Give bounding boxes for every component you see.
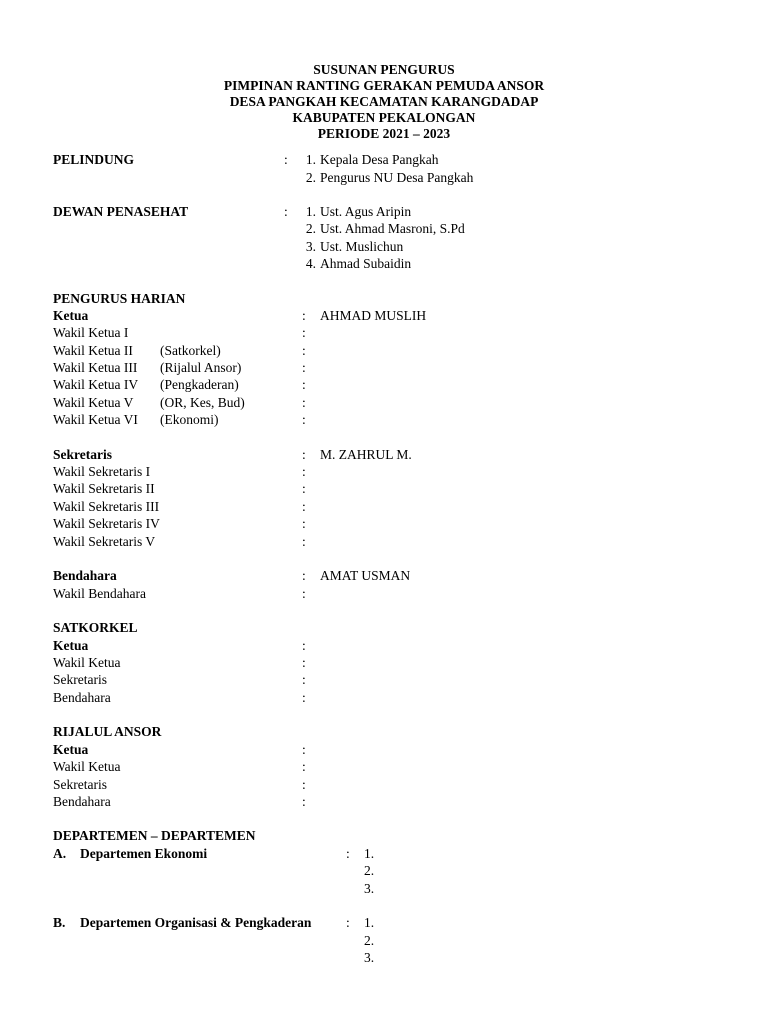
role-label: Wakil Ketua [53, 655, 121, 670]
item-number: 3. [305, 239, 316, 254]
role-label: Bendahara [53, 794, 111, 809]
colon: : [302, 343, 306, 358]
role-label: Sekretaris [53, 672, 107, 687]
colon: : [302, 690, 306, 705]
role-label: Sekretaris [53, 777, 107, 792]
item-number: 1. [305, 152, 316, 167]
section-heading: SATKORKEL [53, 620, 138, 635]
role-label: Wakil Ketua IV [53, 377, 139, 392]
colon: : [302, 360, 306, 375]
penasehat-name: Ust. Agus Aripin [320, 204, 412, 219]
role-label: Wakil Ketua II [53, 343, 133, 358]
colon: : [302, 308, 306, 323]
dept-name: Departemen Organisasi & Pengkaderan [80, 915, 312, 930]
role-label: Wakil Ketua V [53, 395, 134, 410]
colon: : [346, 846, 350, 861]
colon: : [302, 534, 306, 549]
role-label: Ketua [53, 742, 89, 757]
colon: : [284, 152, 288, 167]
role-label: Wakil Bendahara [53, 586, 146, 601]
role-note: (Rijalul Ansor) [160, 360, 242, 375]
title-line-3: DESA PANGKAH KECAMATAN KARANGDADAP [229, 94, 539, 109]
penasehat-name: Ust. Muslichun [320, 239, 404, 254]
title-line-5: PERIODE 2021 – 2023 [317, 126, 451, 141]
item-number: 3. [364, 881, 375, 896]
colon: : [302, 481, 306, 496]
colon: : [302, 464, 306, 479]
pelindung-name: Kepala Desa Pangkah [320, 152, 439, 167]
item-number: 3. [364, 950, 375, 965]
role-holder: AHMAD MUSLIH [320, 308, 427, 323]
dept-letter: B. [53, 915, 66, 930]
role-label: Wakil Sekretaris IV [53, 516, 160, 531]
pelindung-name: Pengurus NU Desa Pangkah [320, 170, 474, 185]
colon: : [302, 447, 306, 462]
role-holder: AMAT USMAN [320, 568, 411, 583]
colon: : [302, 499, 306, 514]
colon: : [302, 794, 306, 809]
role-label: Wakil Sekretaris I [53, 464, 151, 479]
section-heading: DEPARTEMEN – DEPARTEMEN [53, 828, 256, 843]
role-label: Bendahara [53, 690, 111, 705]
dept-name: Departemen Ekonomi [80, 846, 208, 861]
role-label: Wakil Ketua I [53, 325, 129, 340]
role-label: Wakil Ketua VI [53, 412, 138, 427]
role-label: Bendahara [53, 568, 117, 583]
pelindung-label: PELINDUNG [53, 152, 135, 167]
item-number: 2. [364, 863, 375, 878]
colon: : [302, 568, 306, 583]
colon: : [302, 777, 306, 792]
section-heading: RIJALUL ANSOR [53, 724, 162, 739]
colon: : [302, 586, 306, 601]
item-number: 1. [305, 204, 316, 219]
role-label: Ketua [53, 308, 89, 323]
section-heading: PENGURUS HARIAN [53, 291, 186, 306]
penasehat-label: DEWAN PENASEHAT [53, 204, 189, 219]
role-label: Sekretaris [53, 447, 112, 462]
dept-letter: A. [53, 846, 67, 861]
document-title [0, 62, 768, 142]
role-label: Wakil Sekretaris V [53, 534, 156, 549]
role-holder: M. ZAHRUL M. [320, 447, 412, 462]
item-number: 4. [305, 256, 316, 271]
colon: : [302, 395, 306, 410]
title-line-2: PIMPINAN RANTING GERAKAN PEMUDA ANSOR [223, 78, 545, 93]
role-label: Ketua [53, 638, 89, 653]
item-number: 2. [305, 170, 316, 185]
role-note: (OR, Kes, Bud) [160, 395, 245, 410]
colon: : [284, 204, 288, 219]
colon: : [302, 412, 306, 427]
colon: : [302, 672, 306, 687]
title-line-4: KABUPATEN PEKALONGAN [292, 110, 476, 125]
item-number: 2. [305, 221, 316, 236]
item-number: 2. [364, 933, 375, 948]
colon: : [302, 655, 306, 670]
role-label: Wakil Ketua III [53, 360, 138, 375]
colon: : [346, 915, 350, 930]
title-line-1: SUSUNAN PENGURUS [313, 62, 455, 77]
colon: : [302, 742, 306, 757]
role-label: Wakil Ketua [53, 759, 121, 774]
colon: : [302, 759, 306, 774]
role-note: (Ekonomi) [160, 412, 219, 427]
colon: : [302, 638, 306, 653]
penasehat-name: Ahmad Subaidin [320, 256, 412, 271]
role-note: (Satkorkel) [160, 343, 221, 358]
colon: : [302, 377, 306, 392]
penasehat-name: Ust. Ahmad Masroni, S.Pd [320, 221, 465, 236]
colon: : [302, 325, 306, 340]
item-number: 1. [364, 846, 375, 861]
colon: : [302, 516, 306, 531]
role-label: Wakil Sekretaris III [53, 499, 160, 514]
role-note: (Pengkaderan) [160, 377, 239, 392]
role-label: Wakil Sekretaris II [53, 481, 155, 496]
item-number: 1. [364, 915, 375, 930]
